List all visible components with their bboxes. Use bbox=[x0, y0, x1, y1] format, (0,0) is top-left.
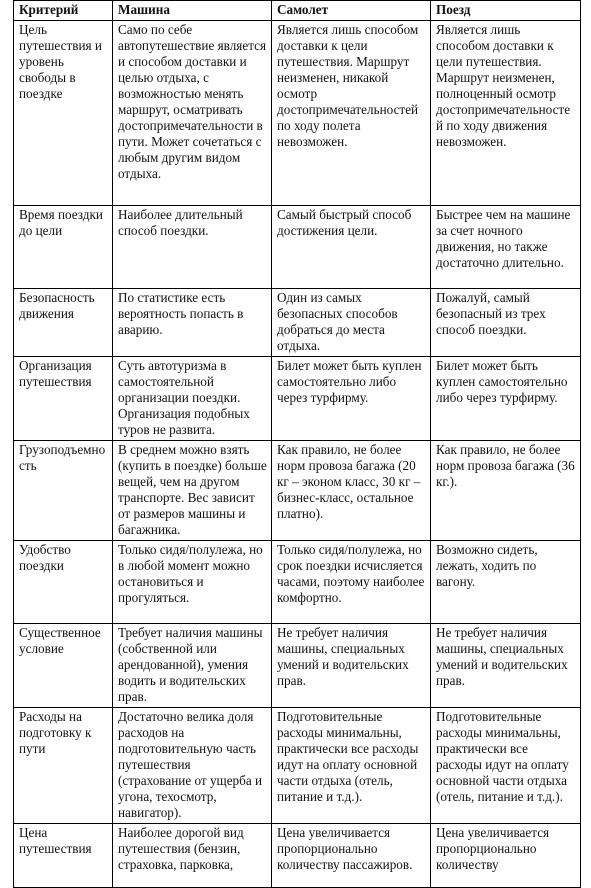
plane-cell: Самый быстрый способ достижения цели. bbox=[272, 206, 431, 289]
table-row bbox=[14, 708, 581, 824]
car-cell: Только сидя/полулежа, но в любой момент можно остановиться и прогуляться. bbox=[113, 541, 272, 624]
car-cell: Достаточно велика доля расходов на подготовительную часть путешествия (страхование от ущерба и угона, техосмотр, навигатор). bbox=[113, 708, 272, 824]
car-cell: Суть автотуризма в самостоятельной организации поездки. Организация подобных туров не развита. bbox=[113, 357, 272, 441]
criterion-cell: Грузоподъемность bbox=[14, 441, 113, 541]
plane-cell: Подготовительные расходы минимальны, практически все расходы идут на оплату основной части отдыха (отель, питание и т.д.). bbox=[272, 708, 431, 824]
train-cell: Быстрее чем на машине за счет ночного движения, но также достаточно длительно. bbox=[431, 206, 581, 289]
car-cell: По статистике есть вероятность попасть в аварию. bbox=[113, 289, 272, 357]
plane-cell: Не требует наличия машины, специальных умений и водительских прав. bbox=[272, 624, 431, 708]
train-cell: Пожалуй, самый безопасный из трех способ поездки. bbox=[431, 289, 581, 357]
table-row bbox=[14, 624, 581, 708]
criterion-cell: Время поездки до цели bbox=[14, 206, 113, 289]
train-cell: Как правило, не более норм провоза багажа (36 кг.). bbox=[431, 441, 581, 541]
header-train: Поезд bbox=[431, 1, 581, 21]
criterion-cell: Цена путешествия bbox=[14, 824, 113, 888]
criterion-cell: Безопасность движения bbox=[14, 289, 113, 357]
train-cell: Цена увеличивается пропорционально количеству bbox=[431, 824, 581, 888]
table-row bbox=[14, 206, 581, 289]
train-cell: Билет может быть куплен самостоятельно либо через турфирму. bbox=[431, 357, 581, 441]
header-car: Машина bbox=[113, 1, 272, 21]
train-cell: Возможно сидеть, лежать, ходить по вагону. bbox=[431, 541, 581, 624]
table-row bbox=[14, 541, 581, 624]
plane-cell: Как правило, не более норм провоза багажа (20 кг – эконом класс, 30 кг – бизнес-класс, остальное платно). bbox=[272, 441, 431, 541]
table-row bbox=[14, 289, 581, 357]
plane-cell: Является лишь способом доставки к цели путешествия. Маршрут неизменен, никакой осмотр достопримечательностей по ходу полета невозможен. bbox=[272, 21, 431, 206]
train-cell: Не требует наличия машины, специальных умений и водительских прав. bbox=[431, 624, 581, 708]
criterion-cell: Расходы на подготовку к пути bbox=[14, 708, 113, 824]
table-header-row bbox=[14, 1, 581, 21]
criterion-cell: Удобство поездки bbox=[14, 541, 113, 624]
car-cell: Требует наличия машины (собственной или арендованной), умения водить и водительских прав. bbox=[113, 624, 272, 708]
car-cell: В среднем можно взять (купить в поездке) больше вещей, чем на другом транспорте. Вес зависит от размеров машины и багажника. bbox=[113, 441, 272, 541]
table-row bbox=[14, 824, 581, 888]
car-cell: Наиболее длительный способ поездки. bbox=[113, 206, 272, 289]
car-cell: Само по себе автопутешествие является и способом доставки и целью отдыха, с возможностью менять маршрут, осматривать достопримечательности в пути. Может сочетаться с любым другим видом отдыха. bbox=[113, 21, 272, 206]
criterion-cell: Цель путешествия и уровень свободы в поездке bbox=[14, 21, 113, 206]
train-cell: Подготовительные расходы минимальны, практически все расходы идут на оплату основной части отдыха (отель, питание и т.д.). bbox=[431, 708, 581, 824]
car-cell: Наиболее дорогой вид путешествия (бензин, страховка, парковка, bbox=[113, 824, 272, 888]
train-cell: Является лишь способом доставки к цели путешествия. Маршрут неизменен, полноценный осмотр достопримечательностей по ходу движения невозможен. bbox=[431, 21, 581, 206]
criterion-cell: Существенное условие bbox=[14, 624, 113, 708]
table-row bbox=[14, 357, 581, 441]
header-criterion: Критерий bbox=[14, 1, 113, 21]
plane-cell: Билет может быть куплен самостоятельно либо через турфирму. bbox=[272, 357, 431, 441]
plane-cell: Один из самых безопасных способов добраться до места отдыха. bbox=[272, 289, 431, 357]
plane-cell: Цена увеличивается пропорционально количеству пассажиров. bbox=[272, 824, 431, 888]
criterion-cell: Организация путешествия bbox=[14, 357, 113, 441]
table-row bbox=[14, 441, 581, 541]
table-row bbox=[14, 21, 581, 206]
header-plane: Самолет bbox=[272, 1, 431, 21]
plane-cell: Только сидя/полулежа, но срок поездки исчисляется часами, поэтому наиболее комфортно. bbox=[272, 541, 431, 624]
comparison-table bbox=[13, 0, 581, 888]
